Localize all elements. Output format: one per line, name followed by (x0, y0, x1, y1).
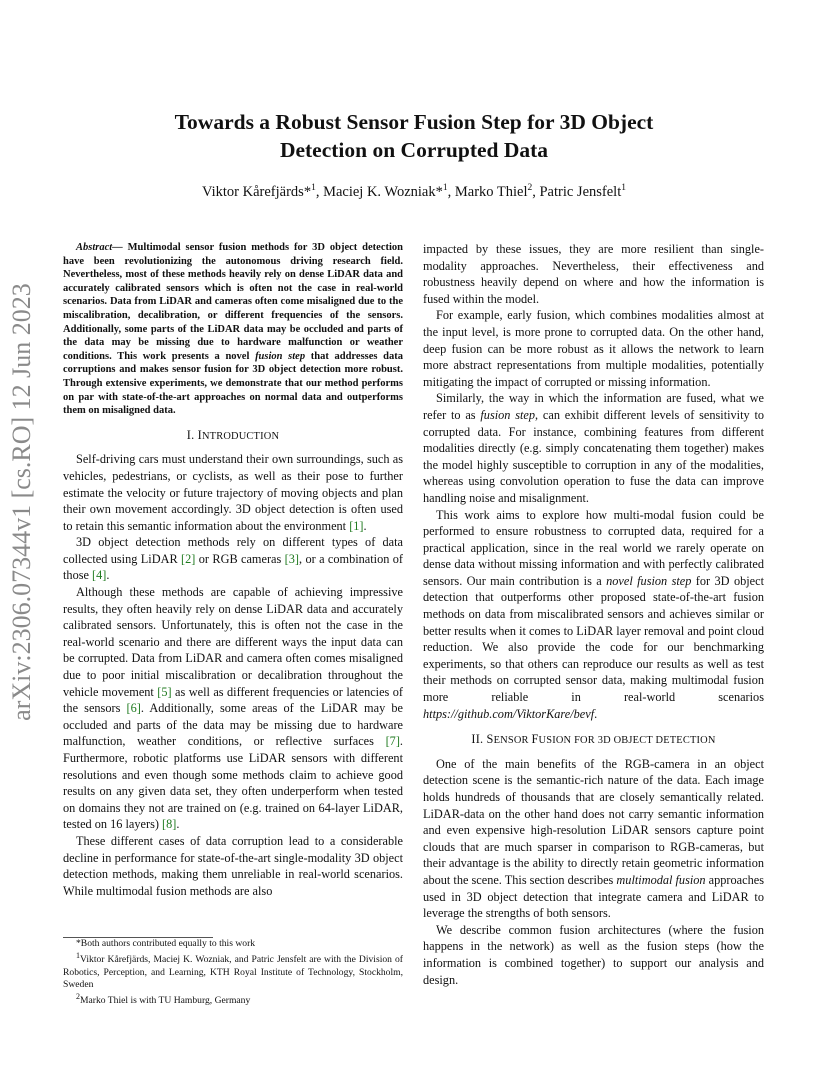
left-column (63, 241, 403, 899)
text: This work aims to explore how multi-modal fusion could be performed to ensure robustness to corrupted data, required for a practical application, since in the real world we rarely operate on dense data without missing information and with perfectly calibrated sensors. Our main contribution is a (423, 507, 764, 588)
section-initial: S (486, 732, 494, 747)
author-name: Patric Jensfelt (539, 183, 622, 200)
section-initial: F (531, 732, 539, 747)
paragraph (423, 390, 764, 506)
abstract-label: Abstract (76, 242, 113, 253)
emphasis: multimodal fusion (616, 872, 706, 887)
citation-link[interactable]: [2] (181, 551, 196, 566)
footnote-mark: 2 (76, 992, 80, 1002)
paragraph (63, 534, 403, 584)
code-url-link[interactable]: https://github.com/ViktorKare/bevf (423, 706, 595, 721)
title-line-2: Detection on Corrupted Data (279, 138, 549, 162)
paragraph: These different cases of data corruption lead to a considerable decline in performance for state-of-the-art single-modality 3D object detection methods, making them unreliable in real-world scenarios. While multimodal fusion methods are also (63, 833, 403, 898)
paragraph (423, 507, 764, 723)
author-name: Marko Thiel (454, 183, 528, 200)
affiliation-mark: 1 (621, 183, 626, 193)
text: 3D object detection methods rely on different types of data collected using LiDAR (63, 535, 403, 566)
paragraph: impacted by these issues, they are more resilient than single-modality approaches. Nevertheless, their effectiveness and robustness heavily depend on where and how the information is fused within the model. (423, 242, 764, 306)
paragraph (423, 756, 764, 922)
paper-title (100, 108, 728, 164)
text: One of the main benefits of the RGB-camera in an object detection scene is the semantic-rich nature of the data. Each image holds hundreds of thousands that are closely semantically related. LiDAR-data on the other hand does not carry semantic information and even expensive high-resolution LiDAR sensors capture point clouds that are much sparser in comparison to RGB-cameras, but their advantage is the ability to directly retain geometric information about the scene. This section describes (423, 756, 764, 887)
text: Self-driving cars must understand their own surroundings, such as vehicles, pedestrians, or cyclists, as well as their pose to further estimate the velocity or future trajectory of moving objects and plan their own movement accordingly. 3D object detection is often used to retain this semantic information about the environment (63, 452, 403, 533)
footnote (63, 991, 403, 1007)
abstract-text: — Multimodal sensor fusion methods for 3D object detection have been revolutionizing the autonomous driving research field. Nevertheless, most of these methods heavily rely on dense LiDAR data and accurately calibrated sensors which is often not the case in real-world scenarios. Data from LiDAR and cameras often come misaligned due to the miscalibration, decalibration, or different frequencies of the sensors. Additionally, some parts of the LiDAR data may be occluded and parts of the data may be missing due to hardware malfunction or weather conditions. This work presents a novel (63, 242, 403, 362)
affiliation-mark: 2 (527, 183, 533, 193)
section-number: II. (471, 732, 487, 747)
footnote: *Both authors contributed equally to this work (76, 938, 256, 949)
section-title-rest: USION FOR (538, 735, 598, 747)
citation-link[interactable]: [8] (162, 817, 177, 832)
author-name: Maciej K. Wozniak* (323, 183, 443, 200)
right-column (423, 241, 764, 988)
citation-link[interactable]: [3] (284, 551, 300, 566)
section-heading-sensor-fusion (423, 731, 764, 750)
footnote (63, 950, 403, 991)
emphasis: novel fusion step (606, 573, 692, 588)
paragraph: For example, early fusion, which combines modalities almost at the input level, is more prone to corrupted data. On the other hand, deep fusion can be more robust as it allows the network to learn more abstract representations from multiple modalities, potentially mitigating the impact of corrupted or missing information. (423, 308, 764, 389)
text: . Additionally, some areas of the LiDAR may be occluded and parts of the data may be missing due to hardware malfunction, weather conditions, or reflective surfaces (63, 701, 403, 749)
text: . (176, 817, 180, 832)
footnote-text: Viktor Kårefjärds, Maciej K. Wozniak, and Patric Jensfelt are with the Division of Robotics, Perception, and Learning, KTH Royal Institute of Technology, Stockholm, Sweden (63, 954, 403, 991)
text: approaches used in 3D object detection that integrate camera and LiDAR to leverage the strengths of both sensors. (423, 872, 764, 921)
text: Similarly, the way in which the information are fused, what we refer to as (423, 391, 764, 422)
text: or RGB cameras (195, 551, 285, 566)
citation-link[interactable]: [6] (126, 701, 141, 716)
text: . Furthermore, robotic platforms use LiDAR sensors with different resolutions and even though some methods claim to achieve good results on any given data set, they often underperform when tested on domains they not are trained on (e.g. trained on 64-layer LiDAR, tested on 16 layers) (63, 734, 403, 832)
citation-link[interactable]: [7] (385, 734, 400, 749)
footnotes (63, 937, 403, 1008)
section-number: I. (186, 427, 198, 442)
author-name: Viktor Kårefjärds* (202, 183, 312, 200)
arxiv-identifier: arXiv:2306.07344v1 [cs.RO] 12 Jun 2023 (7, 283, 36, 721)
paragraph (63, 451, 403, 534)
text: as well as different frequencies or latencies of the sensors (63, 684, 404, 716)
text: for 3D object detection that outperforms other proposed state-of-the-art fusion methods on data from miscalibrated sensors and achieves similar or better results when it comes to LiDAR layer removal and point cloud reduction. We also provide the code for our benchmarking experiments, so that others can reproduce our results as well as test their methods on corrupted sensor data, making multimodal fusion more reliable in real-world scenarios (423, 573, 764, 705)
abstract-text-end: that addresses data corruptions and makes sensor fusion for 3D object detection more robust. Through extensive experiments, we demonstrate that our method performs on par with state-of-the-art approaches on normal data and outperforms them on misaligned data. (63, 350, 403, 417)
citation-link[interactable]: [5] (157, 684, 172, 699)
author-list: Viktor Kårefjärds*$^1$, Maciej K. Wozniak*$^1$, Marko Thiel$^2$, Patric Jensfelt$^1$ (202, 183, 626, 200)
section-title-rest: ENSOR (493, 735, 532, 747)
text: , or a combination of those (63, 551, 403, 583)
affiliation-mark: 1 (442, 183, 448, 193)
title-line-1: Towards a Robust Sensor Fusion Step for 3D Object (174, 110, 654, 134)
abstract (63, 241, 403, 418)
text: . (594, 706, 598, 721)
text: Although these methods are capable of achieving impressive results, they often heavily rely on dense LiDAR data and accurately calibrated sensors. Unfortunately, this is often not the case in the real-world scenario and there are different ways the input data can be corrupted. Data from LiDAR and camera often comes misaligned due to poor initial miscalibration or decalibration throughout the vehicle movement (63, 585, 403, 699)
section-initial: I (197, 427, 202, 442)
footnote-text: Marko Thiel is with TU Hamburg, Germany (80, 995, 251, 1007)
citation-link[interactable]: [4] (92, 568, 107, 583)
citation-link[interactable]: [1] (349, 518, 364, 533)
section-title-rest: NTRODUCTION (201, 430, 280, 442)
section-heading-introduction (63, 427, 403, 446)
text: . (363, 518, 367, 533)
paragraph (63, 584, 403, 833)
abstract-emphasis: fusion step (255, 350, 306, 362)
footnote-mark: 1 (76, 951, 80, 961)
paragraph: We describe common fusion architectures (where the fusion happens in the network) as well as the fusion steps (how the information is combined together) to support our analysis and design. (423, 922, 764, 987)
text: , can exhibit different levels of sensitivity to corrupted data. For instance, combining features from different modalities directly (e.g. simply concatenating them together) makes the model highly susceptible to corruption in any of the modalities, whereas using convolution operation to fuse the data can improve handling noise and misalignment. (423, 407, 765, 505)
emphasis: fusion step (480, 407, 536, 422)
text: . (106, 568, 110, 583)
section-title-rest: 3D OBJECT DETECTION (597, 735, 716, 747)
affiliation-mark: 1 (311, 183, 316, 193)
